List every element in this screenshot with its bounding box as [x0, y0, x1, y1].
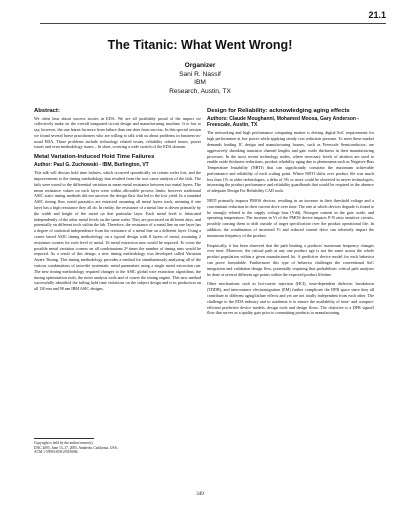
right-column — [207, 108, 374, 320]
talk2-paragraph-1: The networking and high performance computing market is driving digital SoC requirements for high performance at low power while applying steady cost reduction pressure. To meet these market demands leading IC design and manufacturing houses, such as Freescale Semiconductor, are aggressively shrinking transistor channel lengths and gate oxide thickness in their manufacturing processes. In the most recent technology nodes, where necessary levels of attrition are used to enable oxide thickness reductions, product reliability aging due to phenomena such as Negative Bias Temperature Instability (NBTI) that can significantly constrain the maximum achievable performance and reliability of each scaling point. Where NBTI shifts over product life was much less than 1% in older technologies, a delta of 5% or more could be observed in newer technologies, increasing the product performance and reliability guardbands that would be required in the absence of adequate Design For Reliability CAD tools. — [207, 130, 374, 194]
copyright-footnote — [34, 438, 201, 455]
footnote-conference: DAC 2005, June 13–17, 2005, Anaheim, California, USA. — [34, 445, 118, 450]
talk1-heading: Metal Variation-Induced Hold Time Failures — [34, 154, 155, 161]
talk2-paragraph-4: Other mechanisms such as hot-carrier injection (HCI), time-dependent dielectric breakdown (TDDB), and interconnect electromigration (EM) further complicate the DFR space since they all contribute to different aging/failure effects and yet are not totally independent from each other. The challenge to the EDA industry and to academia is to ensure the availability of time- and compact-efficient predictive device models, design tools and design flows. The objective is a DFR signoff flow that serves as a quality gate prior to committing products to manufacturing. — [207, 281, 374, 316]
talk1-paragraph: This talk will discuss hold time failures, which occurred sporadically on certain wafer lots, and the improvements to the timing methodology that resulted from the root cause analysis of the fails. The fails were traced to the differential variation in mean metal resistance between two metal layers. The mean resistance values on each layer were within allowable process limits; however traditional ASIC static timing methods did not uncover the design flaw that led to the low yield. In a standard ASIC timing flow, metal parasitics are extracted assuming all metal layers track, meaning if one layer has a high resistance they all do. In reality, the resistance of a metal line is driven primarily by the width and height of the metal on that particular layer. Each metal level is fabricated independently of the other metal levels on the same wafer. They are processed on different days, and potentially on different tools within the fab. Therefore, the resistance of a metal line on one layer has a degree of statistical independence from the resistance of a metal line on a different layer. Using a corner based ASIC timing methodology on a typical design with 8 layers of metal, assuming 2 resistance corners for each level of metal, 16 metal extraction runs would be required. To cover the possible metal variation corners on all combinations 2⁸ times the number of timing runs would be required. As a result of this design, a new timing methodology was developed called Variation Aware Timing. This timing methodology provides a method for simultaneously analyzing all of the various combinations of intra-die systematic metal parameters using a single metal extraction run. The new timing methodology required changes to the ASIC global wire extraction algorithms, the timing optimization tools, the noise analysis tools and of course the timing engine. This new method successfully identified the failing hold time violations on the subject design and is in production on all 130 nm and 90 nm IBM ASIC designs. — [34, 170, 201, 292]
organizer-affiliation: IBM — [194, 79, 206, 87]
organizer-block — [0, 62, 400, 96]
header-page-number: 21.1 — [368, 10, 386, 20]
left-column — [34, 108, 201, 296]
organizer-location: Research, Austin, TX — [169, 87, 231, 95]
abstract-heading: Abstract: — [34, 108, 60, 114]
organizer-name: Sani R. Nassif — [179, 70, 221, 78]
talk2-paragraph-2: NBTI primarily impacts PMOS devices, resulting in an increase in their threshold voltage and a concomitant reduction in their current drive over time. The rate at which devices degrade is found to be strongly related to the supply voltage bias (Vdd), Nitrogen content in the gate oxide, and operating temperature. The increase in Vt of the PMOS device impacts P-N ratio sensitive circuits, possibly causing them to drift outside of target specification over the product operational life. In addition, the combination of increased Vt and reduced current drive can adversely impact the maximum frequency of the product. — [207, 198, 374, 238]
footnote-rule — [34, 438, 94, 439]
footnote-copyright: Copyright is held by the author/owner(s). — [34, 441, 94, 445]
abstract-text: We often hear about success stories in EDA. We are all justifiably proud of the impact we collectively make on the overall integrated circuit design and manufacturing machine. It is fair to say, however, the one learns far more from failure than one does from success. In this special session we found several brave practitioners who are willing to talk with us about problems in business-as-usual EDA. These problems include technology related issues, reliability related issues, power issues and even methodology issues – In short, covering a wide swatch of the EDA domain. — [34, 115, 201, 150]
talk2-paragraph-3: Empirically, it has been observed that the path limiting a products' maximum frequency changes over time. Moreover, the critical path at any one product age is not the same across the whole product population within a given manufactured lot. A predictive device model for each behavior can prove formidable. Furthermore this type of behavior challenges the conventional SoC integration and validation design flow, potentially requiring that probabilistic critical path analyses be done at several different age points within the expected product lifetime. — [207, 242, 374, 277]
paper-title: The Titanic: What Went Wrong! — [107, 38, 293, 52]
talk2-authors: Authors: Claude Moughanni, Mohamed Moosa, Gary Anderson - Freescale, Austin, TX — [207, 115, 360, 128]
talk1-authors: Author: Paul G. Zuchowski - IBM, Burlington, VT — [34, 161, 149, 168]
footer-page-number: 349 — [196, 492, 204, 497]
organizer-label: Organizer — [184, 62, 216, 69]
talk2-heading: Design for Reliability: acknowledging aging effects — [207, 108, 350, 114]
header-rule — [40, 23, 386, 24]
footnote-acm: ACM 1-59593-058-2/05/0006. — [34, 450, 79, 455]
